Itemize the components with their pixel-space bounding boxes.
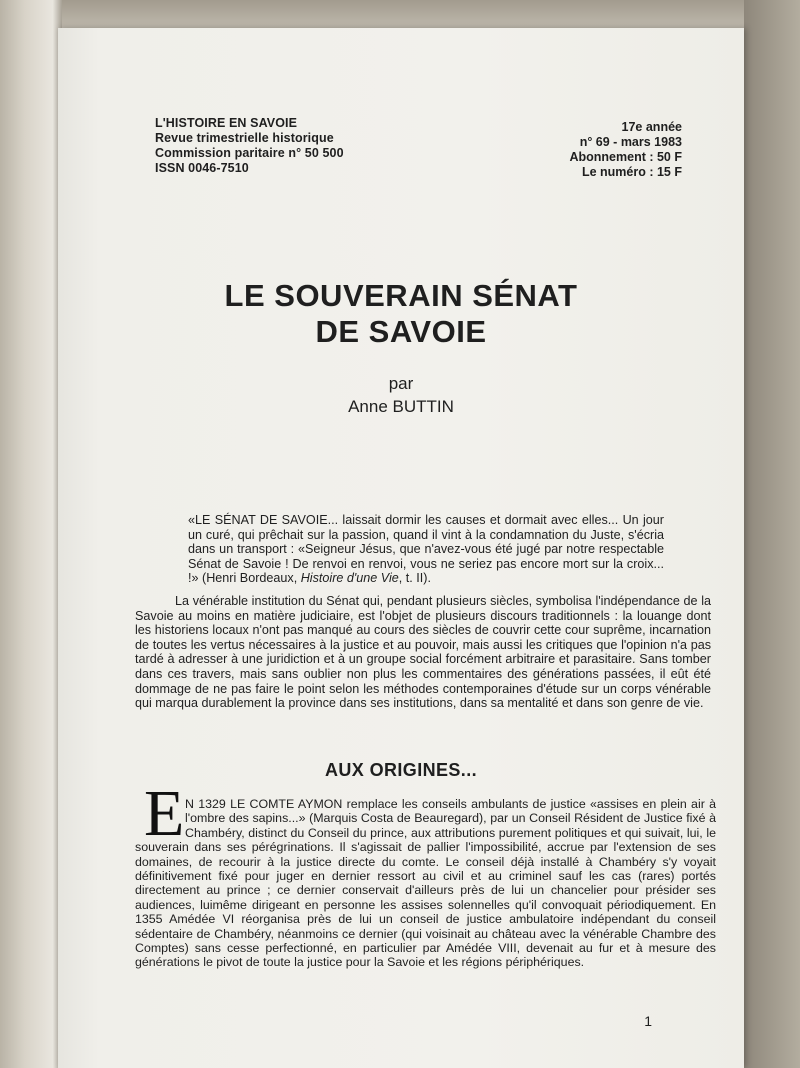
table-background-top bbox=[62, 0, 744, 28]
article-title bbox=[58, 278, 744, 350]
page-number: 1 bbox=[644, 1013, 652, 1029]
author-name: Anne BUTTIN bbox=[348, 397, 454, 416]
epigraph-source-end: , t. II). bbox=[398, 571, 431, 585]
epigraph bbox=[188, 513, 664, 586]
table-background-right bbox=[744, 0, 800, 1068]
body-paragraph-text: N 1329 LE COMTE AYMON remplace les conseils ambulants de justice «assises en plein air à l'ombre des sapins...» (Marquis Costa de Beauregard), par un Conseil Résident de Justice fixé à Chambéry, distinct du Conseil du prince, aux attributions purement politiques et qui suivait, lui, le souverain dans ses pérégrinations. Il s'agissait de pallier l'impossibilité, accrue par l'extension de ses domaines, de recourir à la justice directe du comte. Le conseil déjà installé à Chambéry s'y voyait définitivement fixé pour juger en dernier ressort au civil et au criminel sauf les cas (rares) portés directement au prince ; ce dernier conservait d'ailleurs près de lui un chancelier pour présider ses audiences, luimême dirigeant en personne les assises solennelles qu'il convoquait périodiquement. En 1355 Amédée VI réorganisa près de lui un conseil de justice ambulatoire indépendant du conseil sédentaire de Chambéry, néanmoins ce dernier (qui voisinait au château avec la vénérable Chambre des Comptes) sans cesse perfectionné, en particulier par Amédée VIII, devenait au fur et à mesure des générations le pivot de toute la justice pour la Savoie et les régions périphériques. bbox=[135, 797, 716, 970]
masthead-left bbox=[155, 116, 344, 176]
epigraph-text: «LE SÉNAT DE SAVOIE... laissait dormir les causes et dormait avec elles... Un jour un curé, qui prêchait sur la passion, quand il vint à la condamnation du Juste, s'écria dans un transport : «Seigneur Jésus, que n'avez-vous été jugé par notre respectable Sénat de Savoie ! De renvoi en renvoi, vous ne seriez pas encore mort sur la croix... !» (Henri Bordeaux, bbox=[188, 513, 664, 585]
byline-par: par bbox=[388, 374, 414, 393]
journal-name: L'HISTOIRE EN SAVOIE bbox=[155, 116, 298, 130]
byline bbox=[58, 372, 744, 418]
article-title-line-1: LE SOUVERAIN SÉNAT bbox=[224, 278, 578, 313]
issue-date: n° 69 - mars 1983 bbox=[579, 135, 682, 149]
drop-cap-spacer bbox=[135, 797, 185, 839]
document-page bbox=[58, 28, 744, 1068]
body-paragraph bbox=[135, 797, 716, 970]
subscription-price: Abonnement : 50 F bbox=[569, 150, 682, 164]
masthead-right bbox=[569, 120, 682, 180]
epigraph-source-title: Histoire d'une Vie bbox=[300, 571, 399, 585]
issue-price: Le numéro : 15 F bbox=[581, 165, 682, 179]
intro-paragraph: La vénérable institution du Sénat qui, pendant plusieurs siècles, symbolisa l'indépendance de la Savoie au moins en matière judiciaire, est l'objet de plusieurs discours traditionnels : la louange dont les historiens locaux n'ont pas manqué au cours des siècles de couvrir cette cour suprême, incarnation de toutes les vertus nécessaires à la justice et au pouvoir, mais aussi les critiques que l'opinion n'a pas tardé à adresser à une juridiction et à un groupe social forcément arbitraire et parasitaire. Sans tomber dans ces travers, mais sans oublier non plus les commentaires des générations passées, il eût été dommage de ne pas faire le point selon les méthodes contemporaines d'étude sur un corps vénérable qui marqua durablement la province dans ses institutions, dans sa mentalité et dans son genre de vie. bbox=[135, 594, 711, 711]
section-heading: AUX ORIGINES... bbox=[324, 760, 478, 780]
drop-cap: E bbox=[144, 777, 185, 850]
journal-subtitle: Revue trimestrielle historique bbox=[155, 131, 334, 145]
binding-gutter bbox=[0, 0, 62, 1068]
volume-year: 17e année bbox=[621, 120, 682, 134]
commission-number: Commission paritaire n° 50 500 bbox=[155, 146, 344, 160]
article-title-line-2: DE SAVOIE bbox=[315, 314, 487, 349]
issn: ISSN 0046-7510 bbox=[155, 161, 249, 175]
